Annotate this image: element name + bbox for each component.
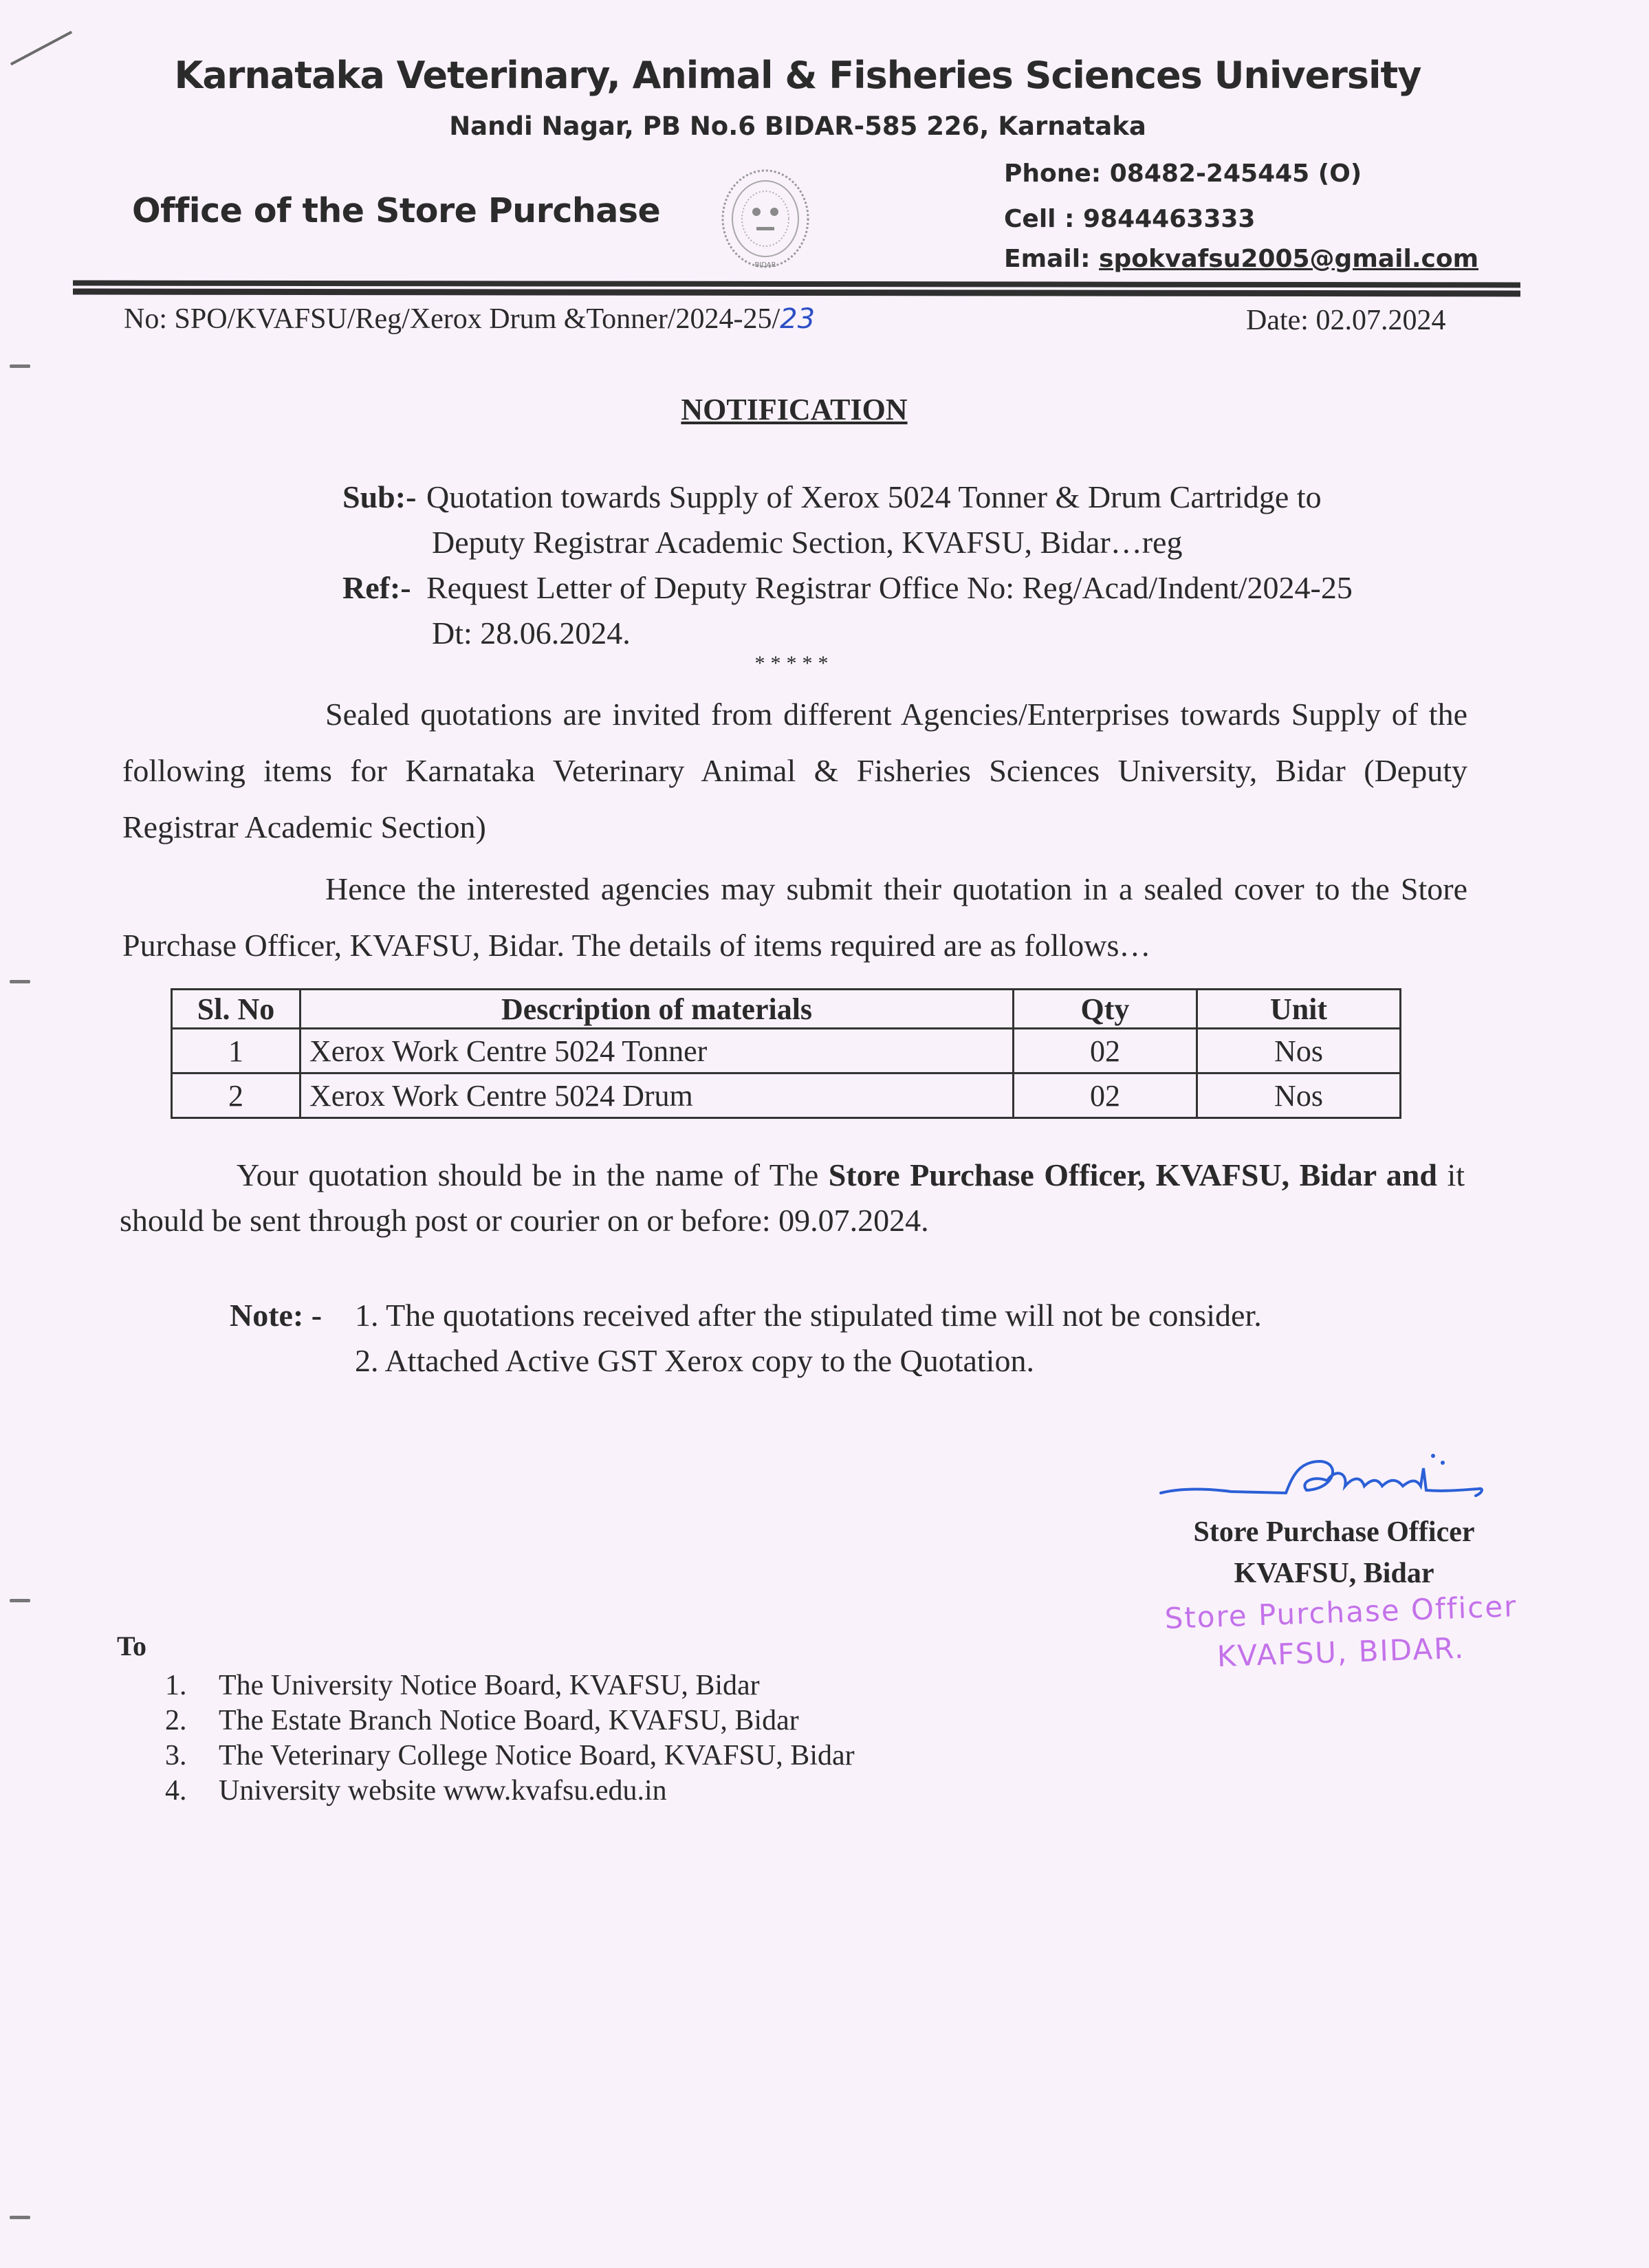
cell-unit: Nos [1197, 1029, 1401, 1073]
university-seal-icon [714, 164, 817, 274]
items-table [171, 988, 1401, 1119]
university-address: Nandi Nagar, PB No.6 BIDAR-585 226, Karnataka [449, 111, 1146, 141]
list-item [165, 1668, 855, 1703]
document-date: Date: 02.07.2024 [1246, 305, 1446, 336]
submission-deadline: 09.07.2024. [778, 1203, 929, 1238]
section-separator: ***** [754, 652, 834, 675]
note-text: 2. Attached Active GST Xerox copy to the Quotation. [355, 1343, 1034, 1378]
cell-sl-no: 2 [172, 1073, 301, 1118]
reference-number [124, 303, 815, 336]
cell-number: 9844463333 [1082, 205, 1256, 233]
cell-description: Xerox Work Centre 5024 Tonner [301, 1029, 1014, 1073]
list-item [165, 1738, 855, 1774]
reference-handwritten-number: 23 [780, 303, 816, 335]
notification-title: NOTIFICATION [681, 393, 908, 426]
header-sl-no: Sl. No [172, 990, 301, 1029]
ref-text-1: Request Letter of Deputy Registrar Office No: Reg/Acad/Indent/2024-25 [426, 570, 1353, 605]
official-stamp-line-1: Store Purchase Officer [1164, 1589, 1518, 1635]
notes-block [230, 1293, 1262, 1384]
distribution-list [165, 1668, 855, 1809]
subject-reference-block [342, 475, 1353, 656]
distribution-label: To [117, 1631, 147, 1661]
table-row [172, 1029, 1401, 1073]
list-number: 3. [165, 1740, 187, 1771]
list-item [165, 1703, 855, 1738]
office-title: Office of the Store Purchase [132, 191, 661, 230]
quotation-instructions [120, 1153, 1465, 1243]
instruction-text-a: Your quotation should be in the name of The [237, 1157, 829, 1192]
cell-sl-no: 1 [172, 1029, 301, 1073]
ref-text-2: Dt: 28.06.2024. [432, 615, 631, 651]
signatory-org: KVAFSU, Bidar [1234, 1558, 1434, 1589]
cell-unit: Nos [1197, 1073, 1401, 1118]
instruction-text-b: it should be sent through post or courier on or before: [120, 1157, 1465, 1238]
header-description: Description of materials [301, 990, 1014, 1029]
list-number: 4. [165, 1775, 187, 1807]
cell-description: Xerox Work Centre 5024 Drum [301, 1073, 1014, 1118]
cell-line [1004, 205, 1255, 233]
official-stamp-line-2: KVAFSU, BIDAR. [1216, 1631, 1465, 1674]
cell-qty: 02 [1014, 1029, 1197, 1073]
email-link[interactable]: spokvafsu2005@gmail.com [1099, 245, 1479, 273]
handwritten-signature-icon [1155, 1448, 1485, 1503]
ref-label: Ref:- [342, 570, 411, 605]
punch-hole-mark [10, 980, 30, 983]
list-item [165, 1774, 855, 1809]
header-divider [73, 281, 1520, 288]
phone-number: 08482-245445 (O) [1109, 160, 1362, 188]
cell-label: Cell : [1004, 205, 1083, 233]
subject-label: Sub:- [342, 479, 417, 514]
submission-paragraph [122, 861, 1467, 974]
note-text: 1. The quotations received after the stipulated time will not be consider. [355, 1298, 1262, 1333]
seal-text: BIDAR [754, 261, 776, 269]
university-name: Karnataka Veterinary, Animal & Fisheries Sciences University [174, 54, 1421, 97]
ref-line [342, 565, 1353, 611]
instruction-addressee: Store Purchase Officer, KVAFSU, Bidar and [828, 1157, 1437, 1192]
invitation-paragraph [122, 686, 1467, 855]
header-unit: Unit [1197, 990, 1401, 1029]
reference-prefix: No: SPO/KVAFSU/Reg/Xerox Drum &Tonner/2024-25/ [124, 303, 780, 335]
header-qty: Qty [1014, 990, 1197, 1029]
table-row [172, 1073, 1401, 1118]
list-text: University website www.kvafsu.edu.in [219, 1775, 667, 1807]
subject-text-1: Quotation towards Supply of Xerox 5024 Tonner & Drum Cartridge to [426, 479, 1322, 514]
punch-hole-mark [10, 2216, 30, 2219]
phone-label: Phone: [1004, 160, 1110, 188]
email-line [1004, 245, 1478, 273]
list-text: The Veterinary College Notice Board, KVAFSU, Bidar [219, 1740, 855, 1771]
list-text: The Estate Branch Notice Board, KVAFSU, Bidar [219, 1705, 799, 1736]
subject-text-2: Deputy Registrar Academic Section, KVAFSU, Bidar…reg [432, 525, 1183, 560]
submission-text: Hence the interested agencies may submit their quotation in a sealed cover to the Store Purchase Officer, KVAFSU, Bidar. The details of items required are as follows… [122, 871, 1467, 963]
list-number: 2. [165, 1705, 187, 1736]
punch-hole-mark [10, 364, 30, 368]
punch-hole-mark [10, 1599, 30, 1602]
note-item [230, 1293, 1262, 1338]
subject-line [342, 475, 1353, 520]
notes-label: Note: - [230, 1298, 323, 1333]
invitation-text: Sealed quotations are invited from different Agencies/Enterprises towards Supply of the following items for Karnataka Veterinary Animal & Fisheries Sciences University, Bidar (Deputy Registrar Academic Section) [122, 697, 1467, 844]
signatory-title: Store Purchase Officer [1193, 1516, 1475, 1548]
list-number: 1. [165, 1670, 187, 1701]
phone-line [1004, 160, 1362, 188]
email-label: Email: [1004, 245, 1100, 273]
cell-qty: 02 [1014, 1073, 1197, 1118]
list-text: The University Notice Board, KVAFSU, Bidar [219, 1670, 760, 1701]
table-header-row [172, 990, 1401, 1029]
header-divider [73, 289, 1520, 297]
